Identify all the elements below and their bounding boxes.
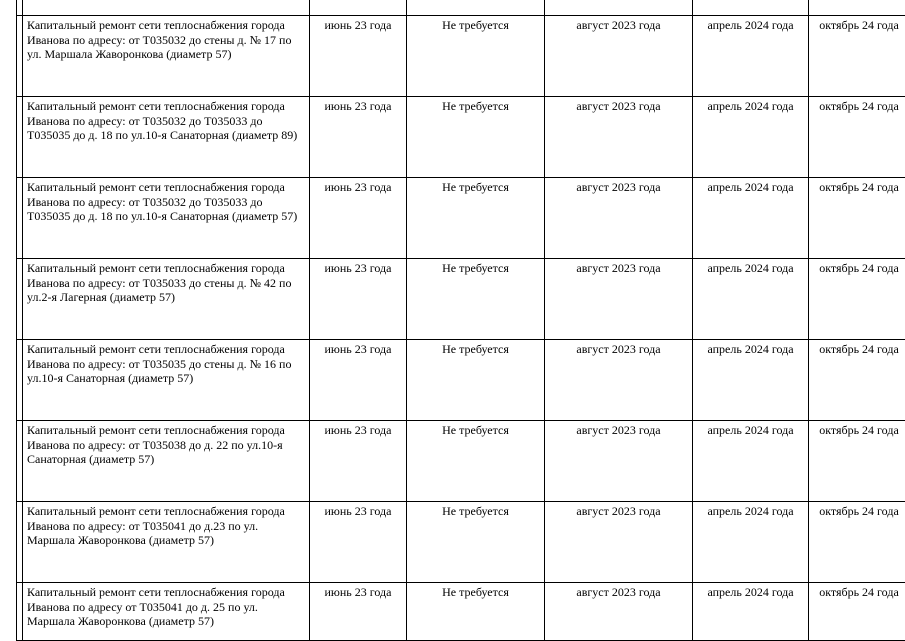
end-date-text: октябрь 24 года (809, 502, 905, 519)
end-date-text: октябрь 24 года (809, 178, 905, 195)
start-date-text: июнь 23 года (310, 421, 406, 438)
description-text: Капитальный ремонт сети теплоснабжения города Иванова по адресу: от Т035035 до стены д. № 16 по ул.10-я Санаторная (диаметр 57) (23, 340, 309, 386)
stage1-date-text: август 2023 года (545, 97, 692, 114)
description-cell (23, 0, 310, 16)
stage2-date-cell (693, 97, 809, 178)
description-cell (23, 502, 310, 583)
stage1-date-cell (545, 583, 693, 641)
stage2-date-text: апрель 2024 года (693, 97, 808, 114)
stage2-date-text: апрель 2024 года (693, 16, 808, 33)
stage2-date-text: апрель 2024 года (693, 259, 808, 276)
stage1-cell (545, 0, 693, 16)
requirement-cell (407, 178, 545, 259)
stage2-date-text: апрель 2024 года (693, 502, 808, 519)
stage1-date-cell (545, 421, 693, 502)
end-date-cell (809, 502, 905, 583)
description-text: Капитальный ремонт сети теплоснабжения города Иванова по адресу: от Т035041 до д.23 по ул. Маршала Жаворонкова (диаметр 57) (23, 502, 309, 548)
table-body (17, 0, 905, 641)
stage1-date-text: август 2023 года (545, 259, 692, 276)
description-cell (23, 97, 310, 178)
description-text: Капитальный ремонт сети теплоснабжения города Иванова по адресу: от Т035033 до стены д. № 42 по ул.2-я Лагерная (диаметр 57) (23, 259, 309, 305)
stage2-date-cell (693, 259, 809, 340)
end-date-text: октябрь 24 года (809, 421, 905, 438)
description-text: Капитальный ремонт сети теплоснабжения города Иванова по адресу от Т035041 до д. 25 по ул. Маршала Жаворонкова (диаметр 57) (23, 583, 309, 629)
requirement-cell (407, 340, 545, 421)
stage2-date-cell (693, 178, 809, 259)
requirement-cell (407, 97, 545, 178)
requirement-cell (407, 502, 545, 583)
stage2-date-cell (693, 583, 809, 641)
stage1-date-cell (545, 97, 693, 178)
table-row (17, 340, 905, 421)
stage2-date-cell (693, 421, 809, 502)
start-date-cell (310, 583, 407, 641)
requirement-cell (407, 583, 545, 641)
end-date-cell (809, 16, 905, 97)
start-date-text: июнь 23 года (310, 178, 406, 195)
start-date-cell (310, 178, 407, 259)
end-date-text: октябрь 24 года (809, 97, 905, 114)
description-cell (23, 178, 310, 259)
requirement-text: Не требуется (407, 502, 544, 519)
start-date-text: июнь 23 года (310, 16, 406, 33)
stage1-date-cell (545, 178, 693, 259)
stage2-date-cell (693, 502, 809, 583)
stage2-date-text: апрель 2024 года (693, 340, 808, 357)
description-text: Капитальный ремонт сети теплоснабжения города Иванова по адресу: от Т035032 до Т035033 до Т035035 до д. 18 по ул.10-я Санаторная (диаметр 57) (23, 178, 309, 224)
requirement-cell (407, 16, 545, 97)
stage1-date-cell (545, 502, 693, 583)
stage1-date-cell (545, 259, 693, 340)
end-date-text: октябрь 24 года (809, 583, 905, 600)
table-row (17, 421, 905, 502)
requirement-text: Не требуется (407, 340, 544, 357)
start-date-cell (310, 502, 407, 583)
start-date-text: июнь 23 года (310, 583, 406, 600)
start-date-cell (310, 16, 407, 97)
start-date-text: июнь 23 года (310, 97, 406, 114)
start-date-cell (310, 97, 407, 178)
end-date-cell (809, 97, 905, 178)
start-date-cell (310, 421, 407, 502)
schedule-table (16, 0, 905, 641)
requirement-cell (407, 421, 545, 502)
start-cell (310, 0, 407, 16)
end-date-text: октябрь 24 года (809, 340, 905, 357)
stage1-date-text: август 2023 года (545, 340, 692, 357)
stage1-date-text: август 2023 года (545, 583, 692, 600)
requirement-text: Не требуется (407, 583, 544, 600)
end-cell (809, 0, 905, 16)
description-text: Капитальный ремонт сети теплоснабжения города Иванова по адресу: от Т035032 до стены д. № 17 по ул. Маршала Жаворонкова (диаметр 57) (23, 16, 309, 62)
table-row (17, 502, 905, 583)
start-date-cell (310, 340, 407, 421)
stage2-date-text: апрель 2024 года (693, 178, 808, 195)
requirement-text: Не требуется (407, 178, 544, 195)
stage1-date-text: август 2023 года (545, 178, 692, 195)
end-date-cell (809, 583, 905, 641)
end-date-cell (809, 259, 905, 340)
table-row (17, 178, 905, 259)
stage1-date-text: август 2023 года (545, 502, 692, 519)
end-date-cell (809, 178, 905, 259)
end-date-cell (809, 340, 905, 421)
description-text: Капитальный ремонт сети теплоснабжения города Иванова по адресу: от Т035038 до д. 22 по ул.10-я Санаторная (диаметр 57) (23, 421, 309, 467)
description-text: Капитальный ремонт сети теплоснабжения города Иванова по адресу: от Т035032 до Т035033 до Т035035 до д. 18 по ул.10-я Санаторная (диаметр 89) (23, 97, 309, 143)
description-cell (23, 340, 310, 421)
requirement-text: Не требуется (407, 259, 544, 276)
start-date-cell (310, 259, 407, 340)
end-date-text: октябрь 24 года (809, 16, 905, 33)
table-row (17, 97, 905, 178)
table-top-strip (17, 0, 905, 16)
requirement-text: Не требуется (407, 16, 544, 33)
stage1-date-text: август 2023 года (545, 421, 692, 438)
stage2-date-cell (693, 16, 809, 97)
description-cell (23, 421, 310, 502)
description-cell (23, 16, 310, 97)
stage2-cell (693, 0, 809, 16)
end-date-text: октябрь 24 года (809, 259, 905, 276)
stage2-date-text: апрель 2024 года (693, 583, 808, 600)
stage2-date-cell (693, 340, 809, 421)
stage1-date-cell (545, 340, 693, 421)
start-date-text: июнь 23 года (310, 340, 406, 357)
requirement-text: Не требуется (407, 97, 544, 114)
table-row (17, 583, 905, 641)
start-date-text: июнь 23 года (310, 502, 406, 519)
requirement-cell (407, 0, 545, 16)
stage1-date-text: август 2023 года (545, 16, 692, 33)
stage1-date-cell (545, 16, 693, 97)
table-row (17, 16, 905, 97)
table-row (17, 259, 905, 340)
description-cell (23, 583, 310, 641)
requirement-cell (407, 259, 545, 340)
requirement-text: Не требуется (407, 421, 544, 438)
end-date-cell (809, 421, 905, 502)
description-cell (23, 259, 310, 340)
stage2-date-text: апрель 2024 года (693, 421, 808, 438)
start-date-text: июнь 23 года (310, 259, 406, 276)
